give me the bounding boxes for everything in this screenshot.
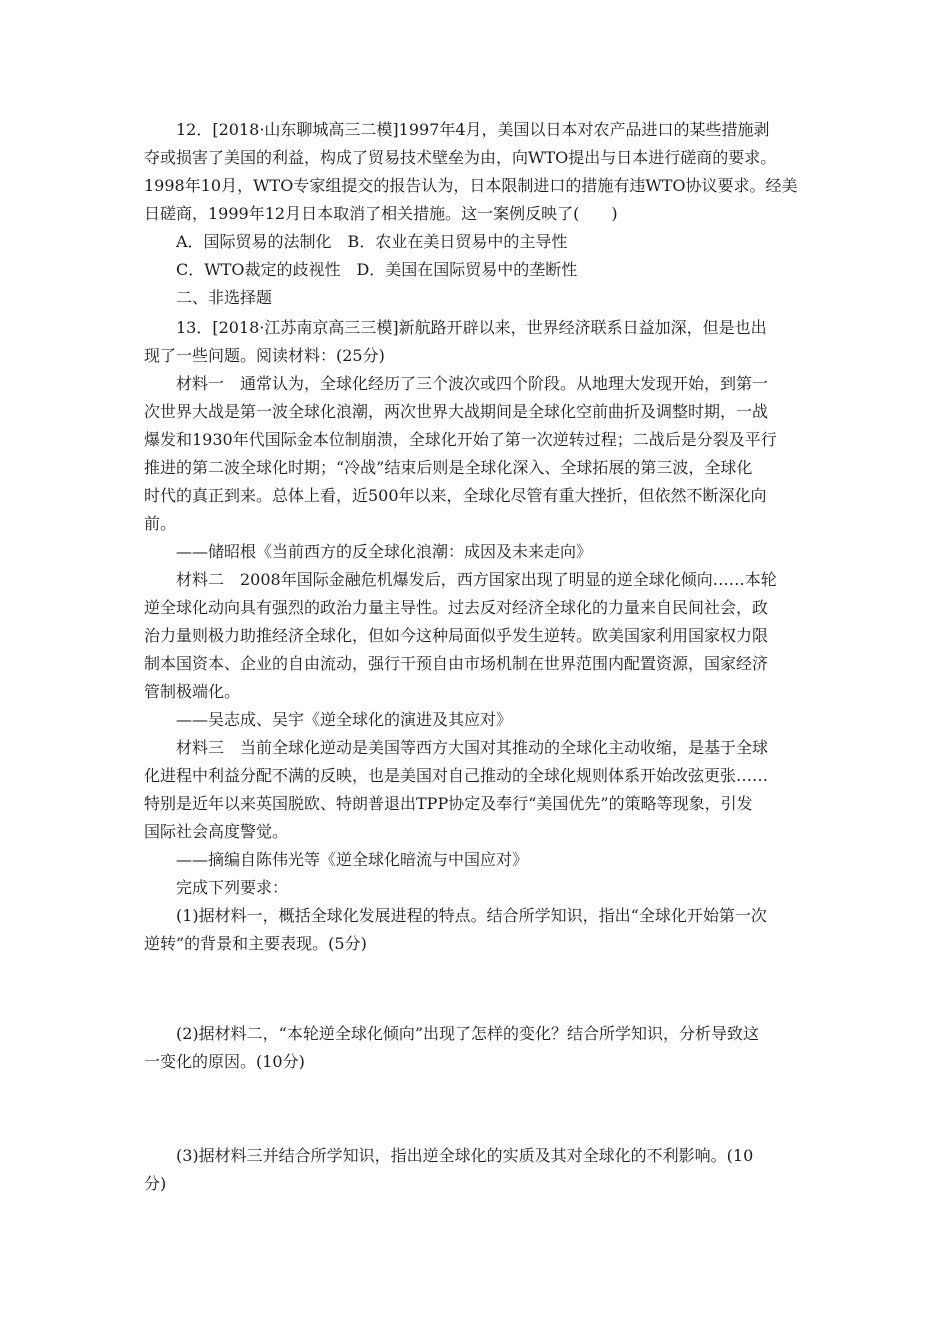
material2-source: ——吴志成、吴宇《逆全球化的演进及其应对》	[176, 710, 513, 729]
q13-intro-line: 13．[2018·江苏南京高三三模]新航路开辟以来，世界经济联系日益加深，但是也出	[176, 318, 767, 337]
q12-options-ab: A．国际贸易的法制化 B．农业在美日贸易中的主导性	[176, 232, 568, 251]
material1-line: 材料一 通常认为，全球化经历了三个波次或四个阶段。从地理大发现开始，到第一	[176, 374, 769, 393]
task-instruction: 完成下列要求：	[176, 878, 289, 897]
material1-line: 爆发和1930年代国际金本位制崩溃，全球化开始了第一次逆转过程；二战后是分裂及平行	[144, 430, 777, 449]
subquestion-1-line: 逆转”的背景和主要表现。(5分)	[144, 934, 367, 953]
material3-line: 化进程中利益分配不满的反映，也是美国对自己推动的全球化规则体系开始改弦更张……	[144, 766, 769, 785]
material1-line: 前。	[144, 514, 177, 533]
material2-line: 治力量则极力助推经济全球化，但如今这种局面似乎发生逆转。欧美国家利用国家权力限	[144, 626, 769, 645]
material2-line: 管制极端化。	[144, 682, 241, 701]
material2-line: 材料二 2008年国际金融危机爆发后，西方国家出现了明显的逆全球化倾向……本轮	[176, 570, 777, 589]
material1-line: 次世界大战是第一波全球化浪潮，两次世界大战期间是全球化空前曲折及调整时期，一战	[144, 402, 769, 421]
material1-line: 时代的真正到来。总体上看，近500年以来，全球化尽管有重大挫折，但依然不断深化向	[144, 486, 767, 505]
material1-source: ——储昭根《当前西方的反全球化浪潮：成因及未来走向》	[176, 542, 593, 561]
subquestion-2-line: (2)据材料二，“本轮逆全球化倾向”出现了怎样的变化？结合所学知识，分析导致这	[176, 1024, 760, 1043]
material3-line: 国际社会高度警觉。	[144, 822, 289, 841]
subquestion-3-line: (3)据材料三并结合所学知识，指出逆全球化的实质及其对全球化的不利影响。(10	[176, 1146, 754, 1165]
q12-stem-line: 1998年10月，WTO专家组提交的报告认为，日本限制进口的措施有违WTO协议要求。经美	[144, 176, 798, 195]
material3-line: 特别是近年以来英国脱欧、特朗普退出TPP协定及奉行“美国优先”的策略等现象，引发	[144, 794, 753, 813]
q13-intro-line: 现了一些问题。阅读材料：(25分)	[144, 346, 385, 365]
q12-stem-line: 日磋商，1999年12月日本取消了相关措施。这一案例反映了( )	[144, 204, 618, 223]
material1-line: 推进的第二波全球化时期；“冷战”结束后则是全球化深入、全球拓展的第三波，全球化	[144, 458, 753, 477]
subquestion-1-line: (1)据材料一，概括全球化发展进程的特点。结合所学知识，指出“全球化开始第一次	[176, 906, 767, 925]
material3-source: ——摘编自陈伟光等《逆全球化暗流与中国应对》	[176, 850, 529, 869]
q12-stem-line: 12．[2018·山东聊城高三二模]1997年4月，美国以日本对农产品进口的某些措施剥	[176, 120, 770, 139]
q12-stem-line: 夺或损害了美国的利益，构成了贸易技术壁垒为由，向WTO提出与日本进行磋商的要求。	[144, 148, 777, 167]
q12-options-cd: C．WTO裁定的歧视性 D．美国在国际贸易中的垄断性	[176, 260, 578, 279]
subquestion-3-line: 分)	[144, 1174, 167, 1193]
material2-line: 逆全球化动向具有强烈的政治力量主导性。过去反对经济全球化的力量来自民间社会，政	[144, 598, 769, 617]
section-title: 二、非选择题	[176, 288, 273, 307]
material2-line: 制本国资本、企业的自由流动，强行干预自由市场机制在世界范围内配置资源，国家经济	[144, 654, 769, 673]
subquestion-2-line: 一变化的原因。(10分)	[144, 1052, 305, 1071]
material3-line: 材料三 当前全球化逆动是美国等西方大国对其推动的全球化主动收缩，是基于全球	[176, 738, 769, 757]
